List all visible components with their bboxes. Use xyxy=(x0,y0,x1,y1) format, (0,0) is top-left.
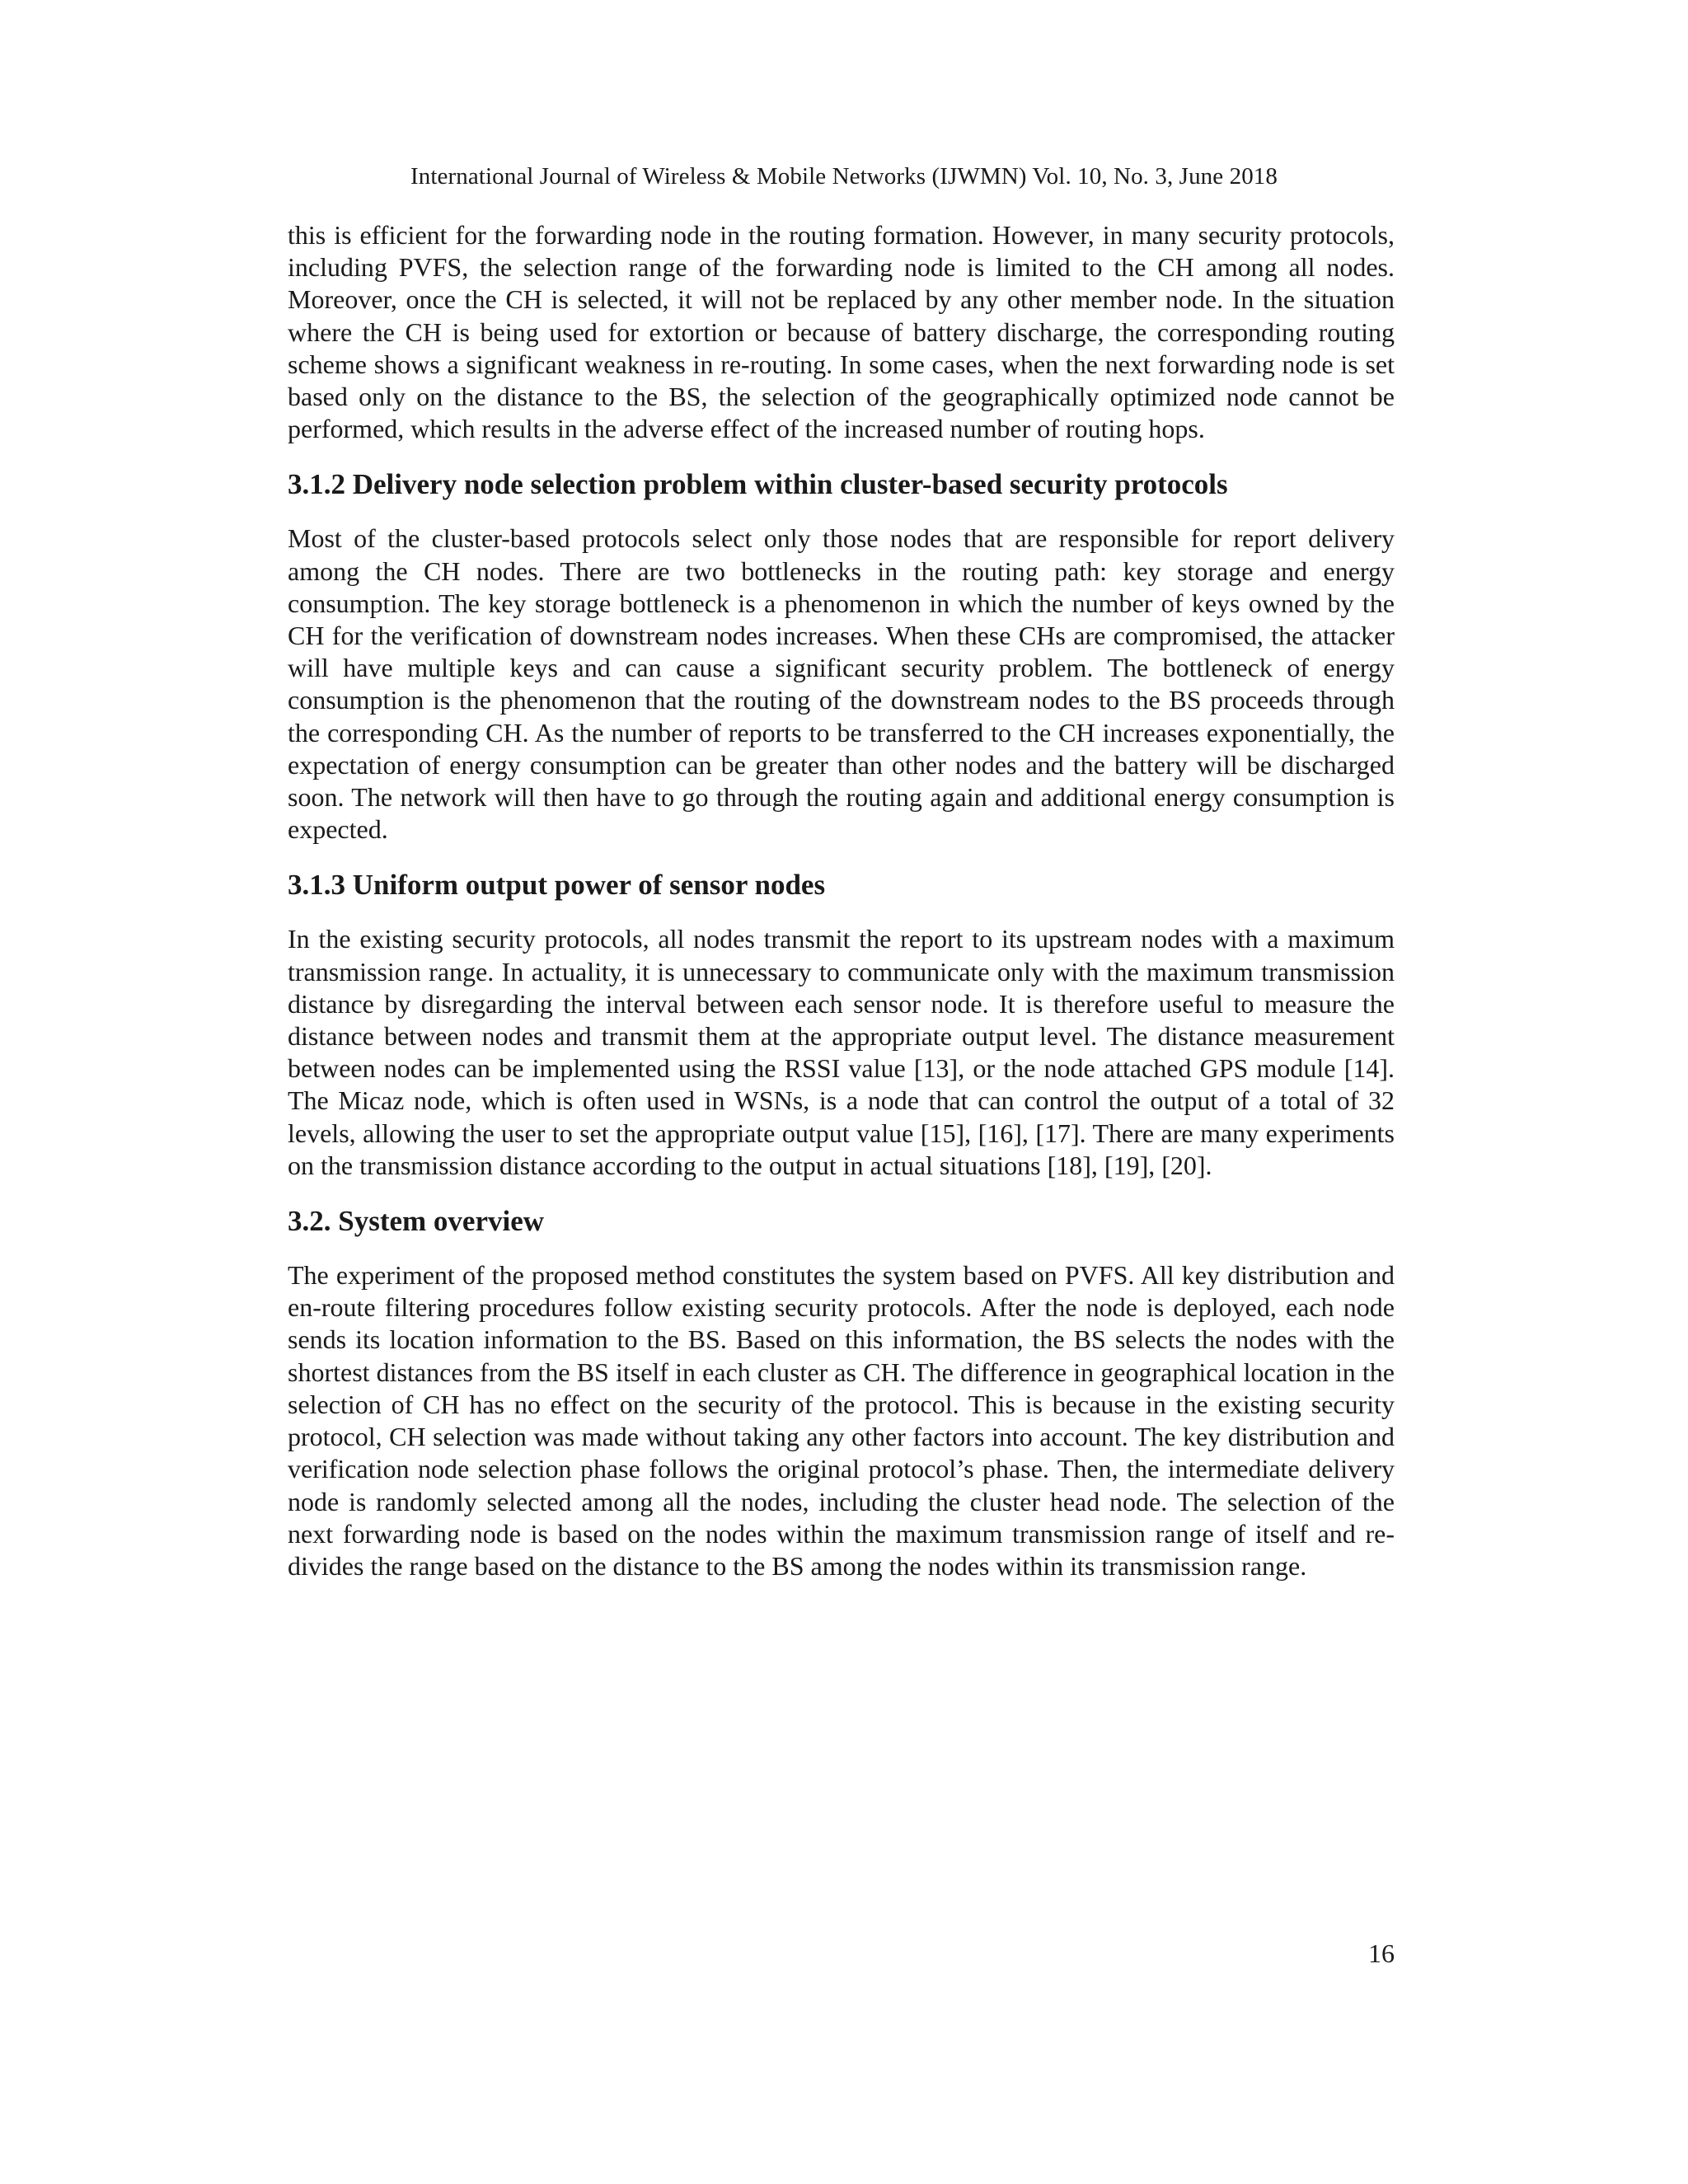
page-number: 16 xyxy=(1368,1938,1395,1968)
paragraph-routing-weakness: this is efficient for the forwarding node in the routing formation. However, in many security protocols, including PVFS, the selection range of the forwarding node is limited to the CH among all nodes. Moreover, once the CH is selected, it will not be replaced by any other member node. In the situation where the CH is being used for extortion or because of battery discharge, the corresponding routing scheme shows a significant weakness in re-routing. In some cases, when the next forwarding node is set based only on the distance to the BS, the selection of the geographically optimized node cannot be performed, which results in the adverse effect of the increased number of routing hops. xyxy=(288,220,1395,444)
running-header: International Journal of Wireless & Mobile Networks (IJWMN) Vol. 10, No. 3, June 2018 xyxy=(410,163,1278,190)
heading-3-2: 3.2. System overview xyxy=(288,1205,545,1238)
paragraph-delivery-node-selection: Most of the cluster-based protocols select only those nodes that are responsible for report delivery among the CH nodes. There are two bottlenecks in the routing path: key storage and energy consumption. The key storage bottleneck is a phenomenon in which the number of keys owned by the CH for the verification of downstream nodes increases. When these CHs are compromised, the attacker will have multiple keys and can cause a significant security problem. The bottleneck of energy consumption is the phenomenon that the routing of the downstream nodes to the BS proceeds through the corresponding CH. As the number of reports to be transferred to the CH increases exponentially, the expectation of energy consumption can be greater than other nodes and the battery will be discharged soon. The network will then have to go through the routing again and additional energy consumption is expected. xyxy=(288,523,1395,845)
page-body xyxy=(288,219,1395,1582)
paragraph-uniform-output-power: In the existing security protocols, all nodes transmit the report to its upstream nodes with a maximum transmission range. In actuality, it is unnecessary to communicate only with the maximum transmission distance by disregarding the interval between each sensor node. It is therefore useful to measure the distance between nodes and transmit them at the appropriate output level. The distance measurement between nodes can be implemented using the RSSI value [13], or the node attached GPS module [14]. The Micaz node, which is often used in WSNs, is a node that can control the output of a total of 32 levels, allowing the user to set the appropriate output value [15], [16], [17]. There are many experiments on the transmission distance according to the output in actual situations [18], [19], [20]. xyxy=(288,924,1395,1180)
heading-3-1-2: 3.1.2 Delivery node selection problem within cluster-based security protocols xyxy=(288,468,1228,501)
heading-3-1-3: 3.1.3 Uniform output power of sensor nodes xyxy=(288,869,826,902)
paragraph-system-overview: The experiment of the proposed method constitutes the system based on PVFS. All key distribution and en-route filtering procedures follow existing security protocols. After the node is deployed, each node sends its location information to the BS. Based on this information, the BS selects the nodes with the shortest distances from the BS itself in each cluster as CH. The difference in geographical location in the selection of CH has no effect on the security of the protocol. This is because in the existing security protocol, CH selection was made without taking any other factors into account. The key distribution and verification node selection phase follows the original protocol’s phase. Then, the intermediate delivery node is randomly selected among all the nodes, including the cluster head node. The selection of the next forwarding node is based on the nodes within the maximum transmission range of itself and re-divides the range based on the distance to the BS among the nodes within its transmission range. xyxy=(288,1260,1395,1581)
